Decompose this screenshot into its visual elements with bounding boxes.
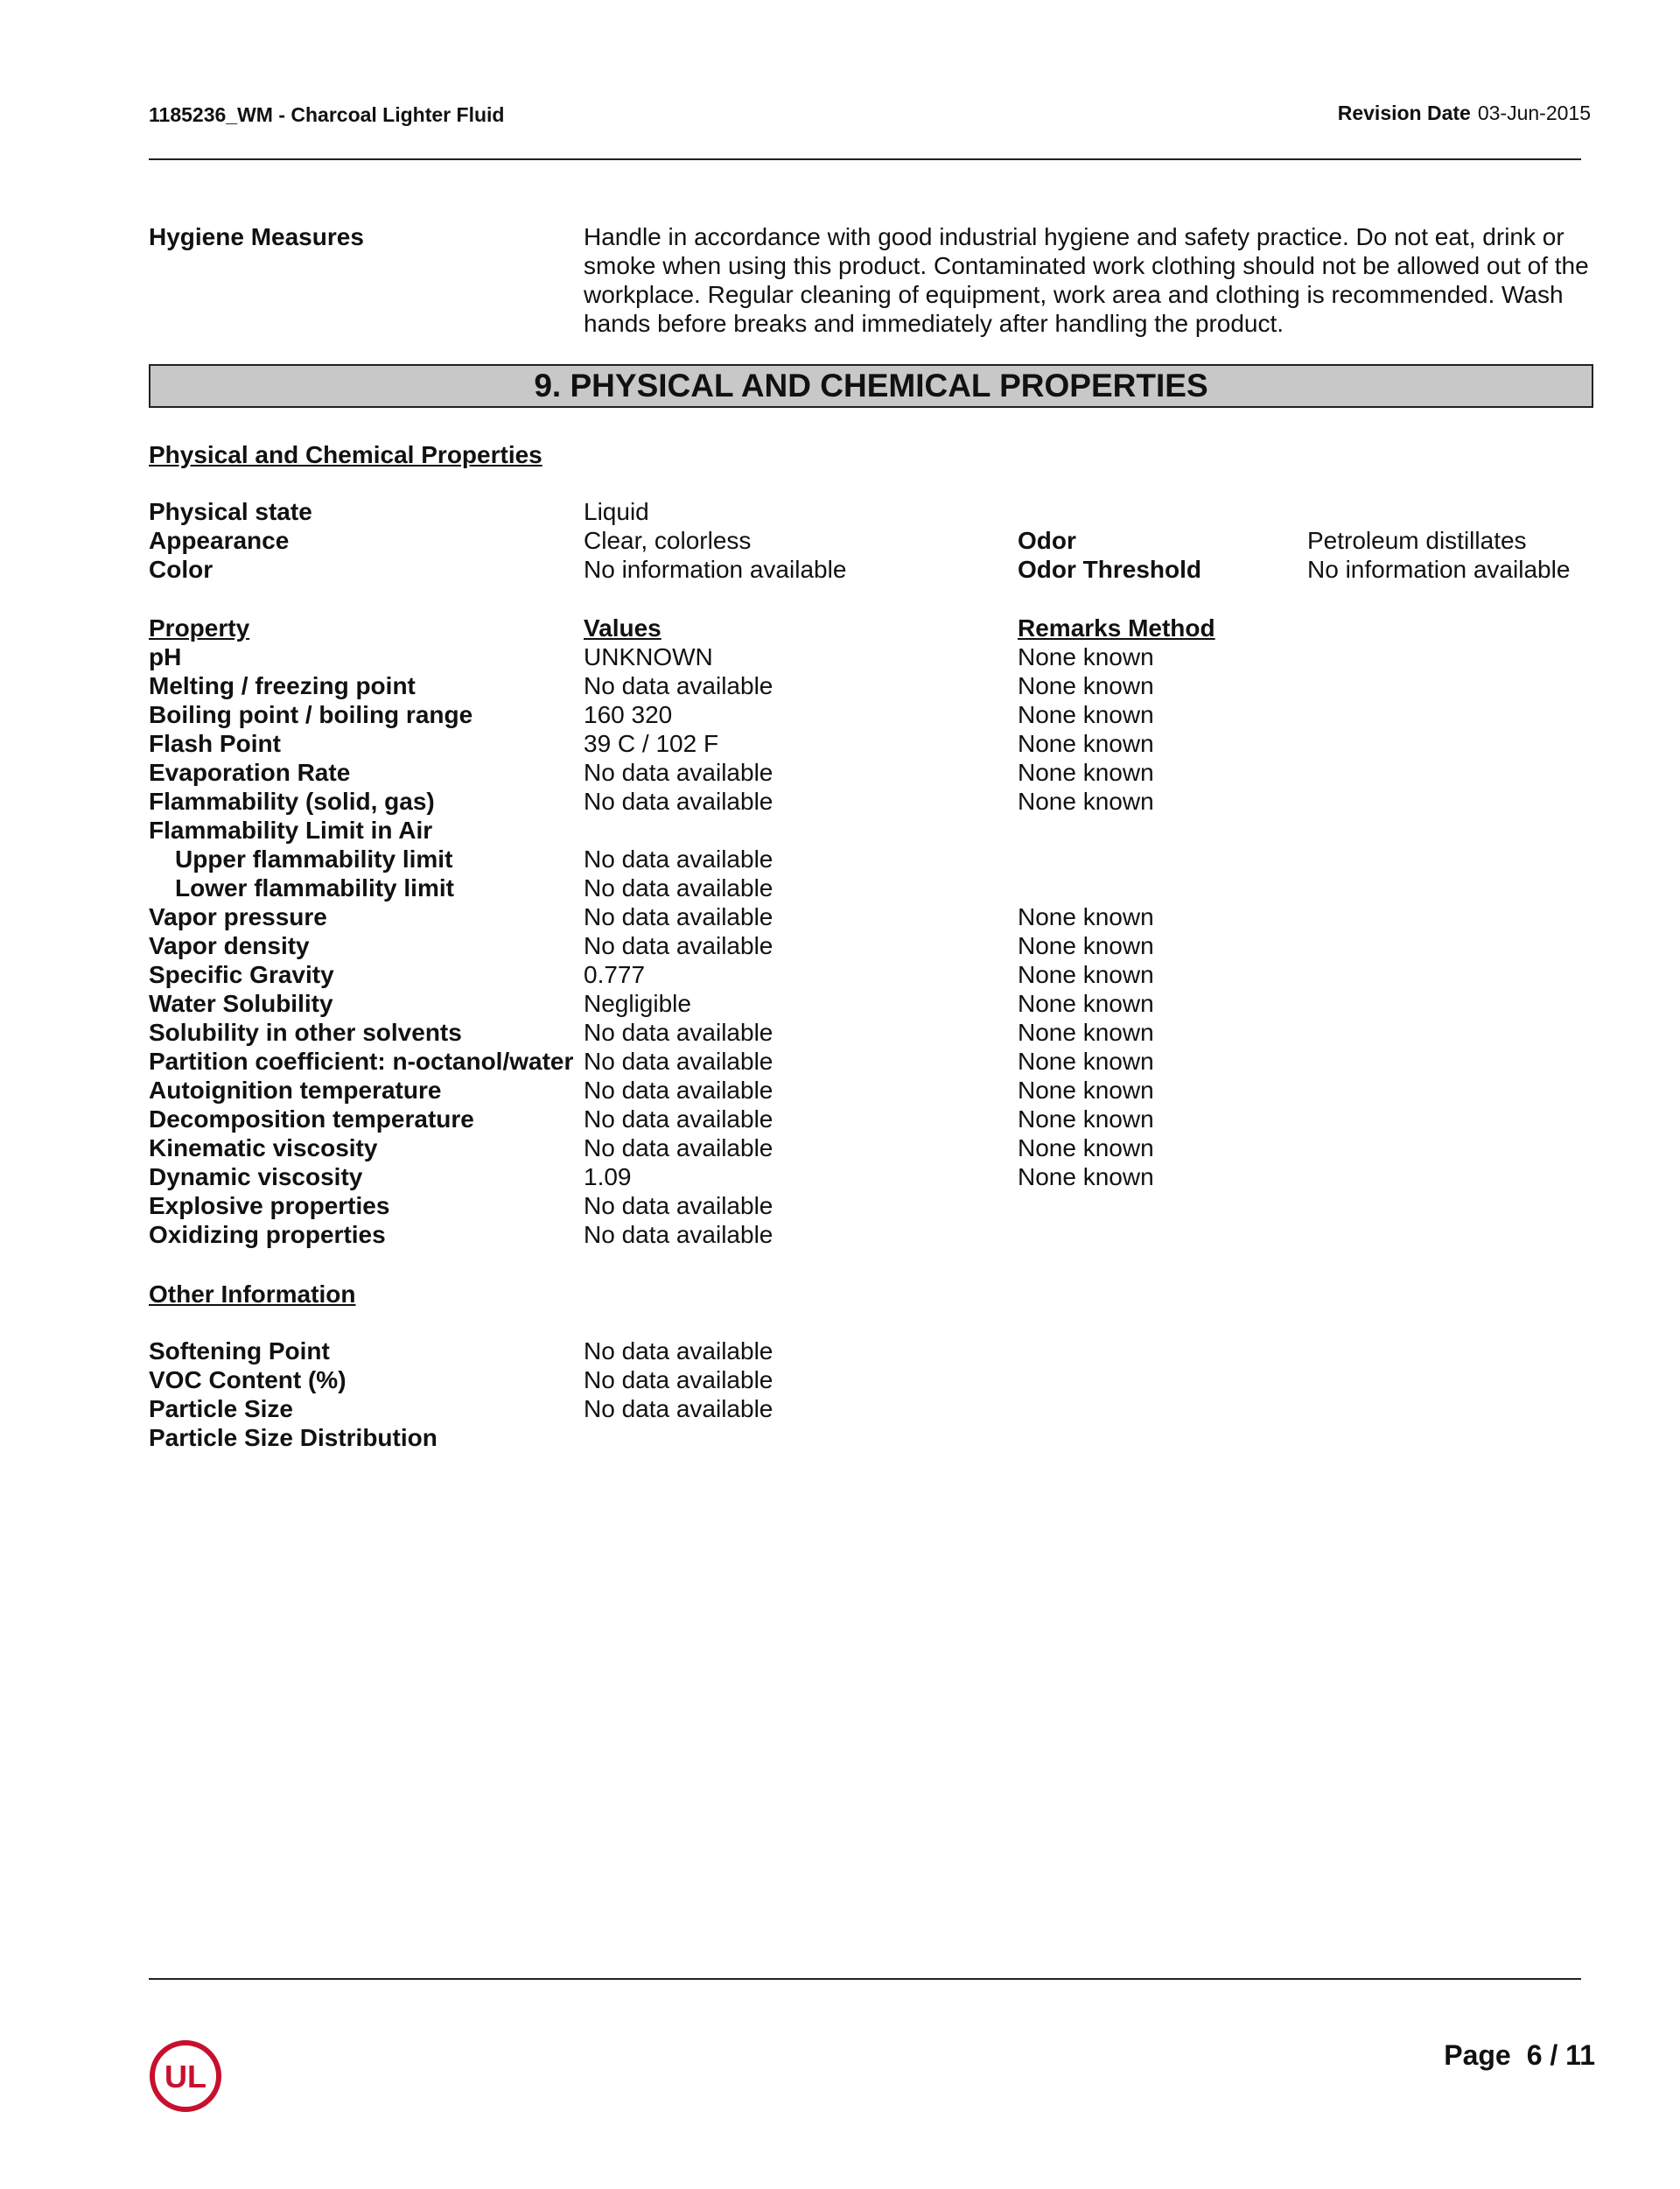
property-name: Upper flammability limit — [175, 845, 453, 873]
property-value: UNKNOWN — [584, 643, 713, 670]
table-header — [0, 614, 1680, 642]
other-property-value: No data available — [584, 1337, 774, 1365]
section-title: 9. PHYSICAL AND CHEMICAL PROPERTIES — [149, 364, 1593, 408]
property-value: No data available — [584, 1134, 774, 1161]
basic-row — [0, 497, 1680, 526]
other-property-value: No data available — [584, 1366, 774, 1393]
property-value: No data available — [584, 932, 774, 959]
property-name: Oxidizing properties — [149, 1221, 386, 1248]
property-name: Specific Gravity — [149, 961, 334, 988]
property-name: pH — [149, 643, 182, 670]
property-remarks: None known — [1018, 903, 1154, 930]
property-name: Boiling point / boiling range — [149, 701, 473, 728]
other-info-heading: Other Information — [149, 1280, 356, 1308]
table-row — [0, 816, 1680, 845]
property-value: No data available — [584, 903, 774, 930]
table-row — [0, 758, 1680, 787]
table-row — [0, 1047, 1680, 1076]
document-title: 1185236_WM - Charcoal Lighter Fluid — [149, 103, 505, 126]
property-name: Flammability Limit in Air — [149, 817, 433, 844]
property-name: Vapor pressure — [149, 903, 327, 930]
table-row — [0, 642, 1680, 671]
property-name: Flammability (solid, gas) — [149, 788, 435, 815]
property-name: Partition coefficient: n-octanol/water — [149, 1048, 574, 1075]
property-value: No data available — [584, 1221, 774, 1248]
property-remarks: None known — [1018, 1105, 1154, 1133]
property-remarks: None known — [1018, 1019, 1154, 1046]
property-remarks: None known — [1018, 990, 1154, 1017]
property-value: Negligible — [584, 990, 691, 1017]
property-value: 39 C / 102 F — [584, 730, 719, 757]
property-value: No data available — [584, 1105, 774, 1133]
other-property-name: Softening Point — [149, 1337, 330, 1365]
property-value: 1.09 — [584, 1163, 632, 1190]
table-row — [0, 1018, 1680, 1047]
appearance-value: Clear, colorless — [584, 527, 752, 554]
hygiene-text: Handle in accordance with good industrial hygiene and safety practice. Do not eat, drink or smoke when using this product. Contaminated work clothing should not be allowed out of the workplace. Regular cleaning of equipment, work area and clothing is recommended. Wash hands before breaks and immediately after handling the product. — [584, 223, 1589, 337]
property-remarks: None known — [1018, 759, 1154, 786]
basic-row — [0, 526, 1680, 555]
property-value: No data available — [584, 672, 774, 699]
table-row — [0, 700, 1680, 729]
table-row — [0, 1162, 1680, 1191]
property-value: No data available — [584, 1077, 774, 1104]
property-remarks: None known — [1018, 1077, 1154, 1104]
header-rule — [149, 158, 1581, 160]
table-row — [0, 1133, 1680, 1162]
property-name: Kinematic viscosity — [149, 1134, 378, 1161]
property-name: Decomposition temperature — [149, 1105, 474, 1133]
property-name: Lower flammability limit — [175, 874, 454, 902]
property-value: No data available — [584, 1048, 774, 1075]
property-remarks: None known — [1018, 1048, 1154, 1075]
other-info-row — [0, 1423, 1680, 1452]
property-remarks: None known — [1018, 1163, 1154, 1190]
property-remarks: None known — [1018, 1134, 1154, 1161]
property-name: Autoignition temperature — [149, 1077, 442, 1104]
table-row — [0, 671, 1680, 700]
col-values-header: Values — [584, 614, 662, 642]
table-row — [0, 989, 1680, 1018]
table-row — [0, 787, 1680, 816]
other-property-name: Particle Size — [149, 1395, 293, 1422]
property-name: Dynamic viscosity — [149, 1163, 363, 1190]
revision-label: Revision Date — [1337, 102, 1471, 124]
col-property-header: Property — [149, 614, 250, 642]
basic-row — [0, 555, 1680, 584]
table-row — [0, 960, 1680, 989]
property-name: Solubility in other solvents — [149, 1019, 462, 1046]
col-remarks-header: Remarks Method — [1018, 614, 1215, 642]
property-name: Explosive properties — [149, 1192, 390, 1219]
property-remarks: None known — [1018, 932, 1154, 959]
property-value: No data available — [584, 788, 774, 815]
property-value: No data available — [584, 759, 774, 786]
ul-logo-text: UL — [164, 2059, 206, 2094]
table-row — [0, 1105, 1680, 1133]
other-info-row — [0, 1337, 1680, 1365]
property-name: Melting / freezing point — [149, 672, 416, 699]
odor-label: Odor — [1018, 527, 1076, 554]
other-info-row — [0, 1394, 1680, 1423]
table-row — [0, 931, 1680, 960]
page-label: Page — [1444, 2039, 1511, 2071]
table-row — [0, 1191, 1680, 1220]
property-remarks: None known — [1018, 961, 1154, 988]
property-name: Vapor density — [149, 932, 310, 959]
property-value: 0.777 — [584, 961, 646, 988]
color-value: No information available — [584, 556, 847, 583]
table-row — [0, 1220, 1680, 1249]
ul-logo-icon — [149, 2039, 222, 2113]
physical-state-value: Liquid — [584, 498, 649, 525]
odor-threshold-label: Odor Threshold — [1018, 556, 1201, 583]
other-property-name: Particle Size Distribution — [149, 1424, 438, 1451]
property-remarks: None known — [1018, 701, 1154, 728]
property-name: Water Solubility — [149, 990, 333, 1017]
table-row — [0, 845, 1680, 873]
footer-rule — [149, 1978, 1581, 1980]
color-label: Color — [149, 556, 214, 583]
page-number: 6 / 11 — [1526, 2039, 1595, 2071]
property-remarks: None known — [1018, 730, 1154, 757]
property-remarks: None known — [1018, 788, 1154, 815]
other-info-row — [0, 1365, 1680, 1394]
property-remarks: None known — [1018, 643, 1154, 670]
appearance-label: Appearance — [149, 527, 290, 554]
table-row — [0, 729, 1680, 758]
table-row — [0, 1076, 1680, 1105]
page-indicator — [1444, 2039, 1595, 2072]
property-value: 160 320 — [584, 701, 673, 728]
table-row — [0, 902, 1680, 931]
odor-threshold-value: No information available — [1307, 556, 1571, 583]
other-property-name: VOC Content (%) — [149, 1366, 346, 1393]
property-value: No data available — [584, 874, 774, 902]
revision-date: 03-Jun-2015 — [1477, 102, 1591, 124]
hygiene-label: Hygiene Measures — [149, 223, 364, 250]
property-name: Evaporation Rate — [149, 759, 351, 786]
property-name: Flash Point — [149, 730, 281, 757]
physical-state-label: Physical state — [149, 498, 312, 525]
pcp-heading: Physical and Chemical Properties — [149, 441, 542, 468]
revision-info — [1338, 102, 1591, 125]
property-value: No data available — [584, 1019, 774, 1046]
odor-value: Petroleum distillates — [1307, 527, 1527, 554]
table-row — [0, 873, 1680, 902]
property-value: No data available — [584, 845, 774, 873]
property-value: No data available — [584, 1192, 774, 1219]
property-remarks: None known — [1018, 672, 1154, 699]
other-property-value: No data available — [584, 1395, 774, 1422]
